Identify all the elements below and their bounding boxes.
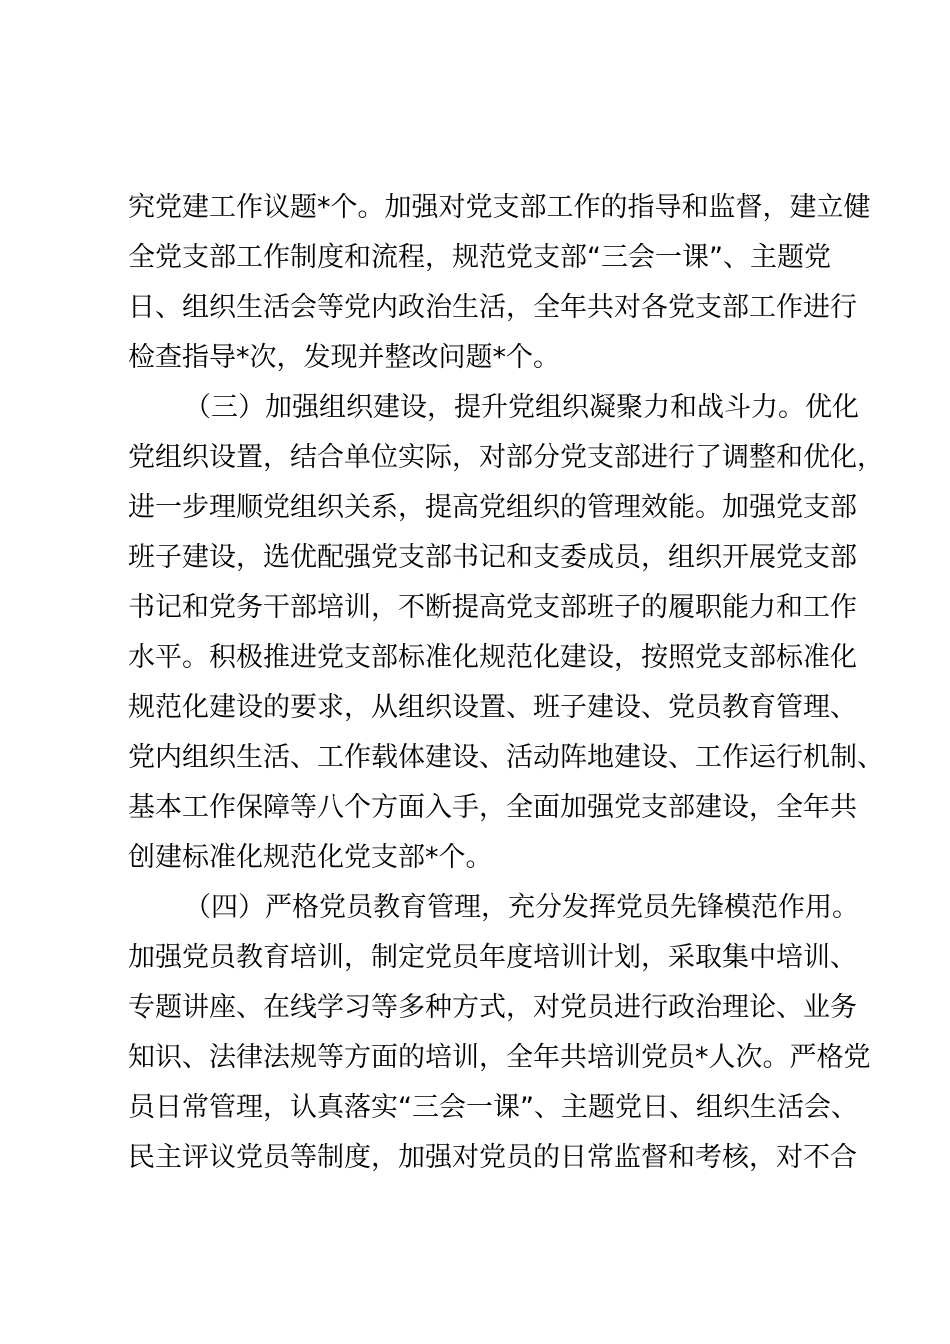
- text-line: 员日常管理，认真落实“三会一课”、主题党日、组织生活会、: [128, 1092, 858, 1123]
- text-line: 加强党员教育培训，制定党员年度培训计划，采取集中培训、: [128, 942, 857, 973]
- text-line: 究党建工作议题*个。加强对党支部工作的指导和监督，建立健: [128, 192, 871, 223]
- text-line: 水平。积极推进党支部标准化规范化建设，按照党支部标准化: [128, 642, 857, 673]
- text-line: 检查指导*次，发现并整改问题*个。: [128, 342, 560, 373]
- text-line: 党组织设置，结合单位实际，对部分党支部进行了调整和优化，: [128, 442, 884, 473]
- text-line: 全党支部工作制度和流程，规范党支部“三会一课”、主题党: [128, 242, 831, 273]
- text-line: 班子建设，选优配强党支部书记和支委成员，组织开展党支部: [128, 542, 857, 573]
- text-line: 民主评议党员等制度，加强对党员的日常监督和考核，对不合: [128, 1142, 857, 1173]
- section-heading-line: （三）加强组织建设，提升党组织凝聚力和战斗力。优化: [184, 392, 859, 423]
- text-line: 进一步理顺党组织关系，提高党组织的管理效能。加强党支部: [128, 492, 857, 523]
- text-line: 规范化建设的要求，从组织设置、班子建设、党员教育管理、: [128, 692, 857, 723]
- text-line: 创建标准化规范化党支部*个。: [128, 842, 493, 873]
- body-text: [128, 183, 884, 1183]
- text-line: 知识、法律法规等方面的培训，全年共培训党员*人次。严格党: [128, 1042, 871, 1073]
- text-line: 党内组织生活、工作载体建设、活动阵地建设、工作运行机制、: [128, 742, 884, 773]
- section-heading-line: （四）严格党员教育管理，充分发挥党员先锋模范作用。: [184, 892, 859, 923]
- text-line: 基本工作保障等八个方面入手，全面加强党支部建设，全年共: [128, 792, 857, 823]
- text-line: 书记和党务干部培训，不断提高党支部班子的履职能力和工作: [128, 592, 857, 623]
- text-line: 专题讲座、在线学习等多种方式，对党员进行政治理论、业务: [128, 992, 857, 1023]
- text-line: 日、组织生活会等党内政治生活，全年共对各党支部工作进行: [128, 292, 857, 323]
